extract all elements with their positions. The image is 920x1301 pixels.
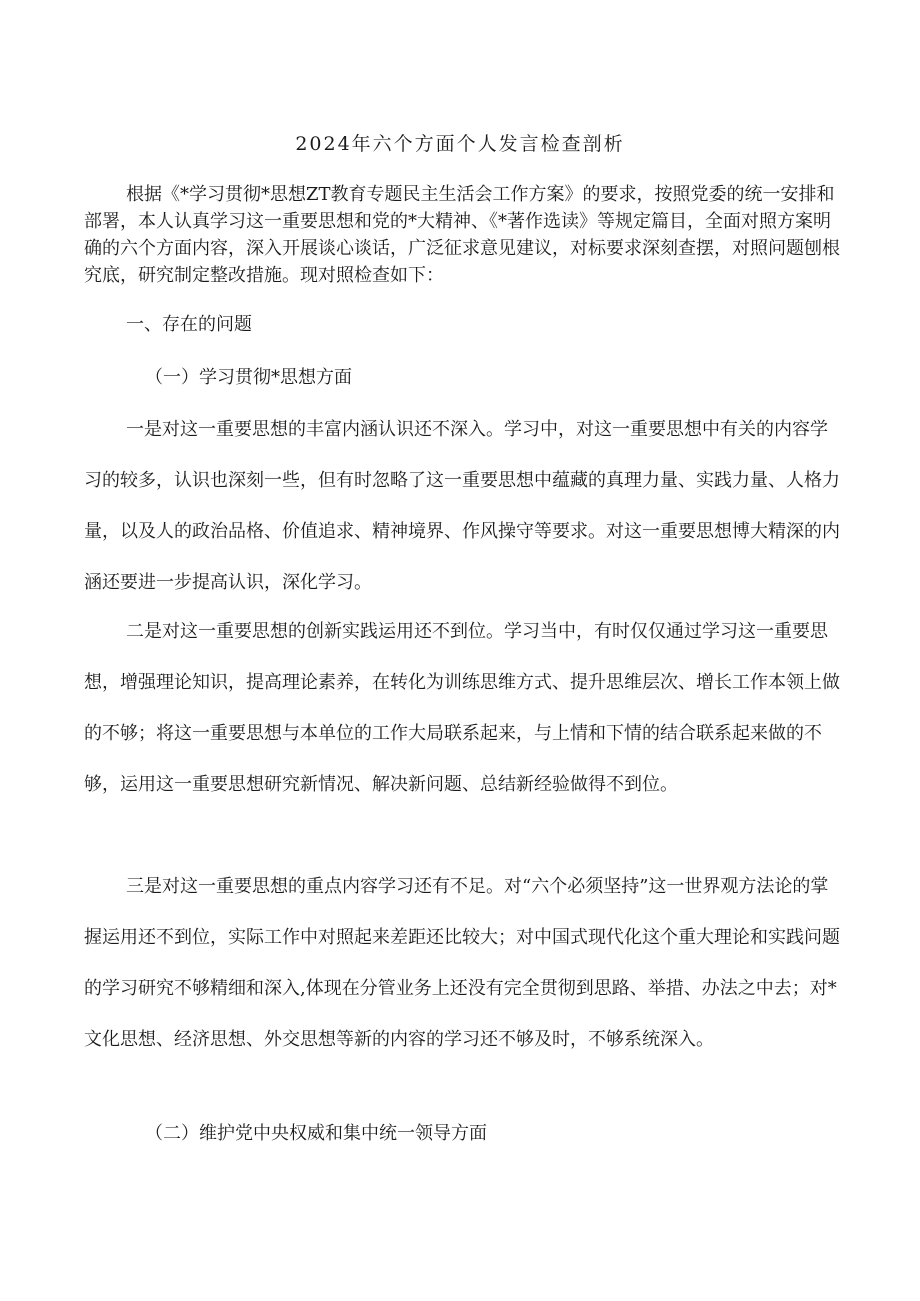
section-heading-problems: 一、存在的问题 (126, 314, 252, 335)
subsection-heading-study: （一）学习贯彻*思想方面 (145, 367, 352, 388)
paragraph-one: 一是对这一重要思想的丰富内涵认识还不深入。学习中，对这一重要思想中有关的内容学习的较多，认识也深刻一些，但有时忽略了这一重要思想中蕴藏的真理力量、实践力量、人格力量，以及人的政治品格、价值追求、精神境界、作风操守等要求。对这一重要思想博大精深的内涵还要进一步提高认识，深化学习。 (84, 419, 840, 593)
subsection-heading-authority: （二）维护党中央权威和集中统一领导方面 (145, 1123, 487, 1144)
paragraph-two: 二是对这一重要思想的创新实践运用还不到位。学习当中，有时仅仅通过学习这一重要思想，增强理论知识，提高理论素养，在转化为训练思维方式、提升思维层次、增长工作本领上做的不够；将这一重要思想与本单位的工作大局联系起来，与上情和下情的结合联系起来做的不够，运用这一重要思想研究新情况、解决新问题、总结新经验做得不到位。 (84, 621, 840, 795)
intro-paragraph: 根据《*学习贯彻*思想ZT教育专题民主生活会工作方案》的要求，按照党委的统一安排和部署，本人认真学习这一重要思想和党的*大精神、《*著作选读》等规定篇目，全面对照方案明确的六个方面内容，深入开展谈心谈话，广泛征求意见建议，对标要求深刻查摆，对照问题刨根究底，研究制定整改措施。现对照检查如下： (84, 184, 840, 286)
paragraph-three: 三是对这一重要思想的重点内容学习还有不足。对“六个必须坚持”这一世界观方法论的掌握运用还不到位，实际工作中对照起来差距还比较大；对中国式现代化这个重大理论和实践问题的学习研究不够精细和深入,体现在分管业务上还没有完全贯彻到思路、举措、办法之中去；对*文化思想、经济思想、外交思想等新的内容的学习还不够及时，不够系统深入。 (84, 876, 840, 1050)
document-title: 2024年六个方面个人发言检查剖析 (295, 133, 625, 155)
